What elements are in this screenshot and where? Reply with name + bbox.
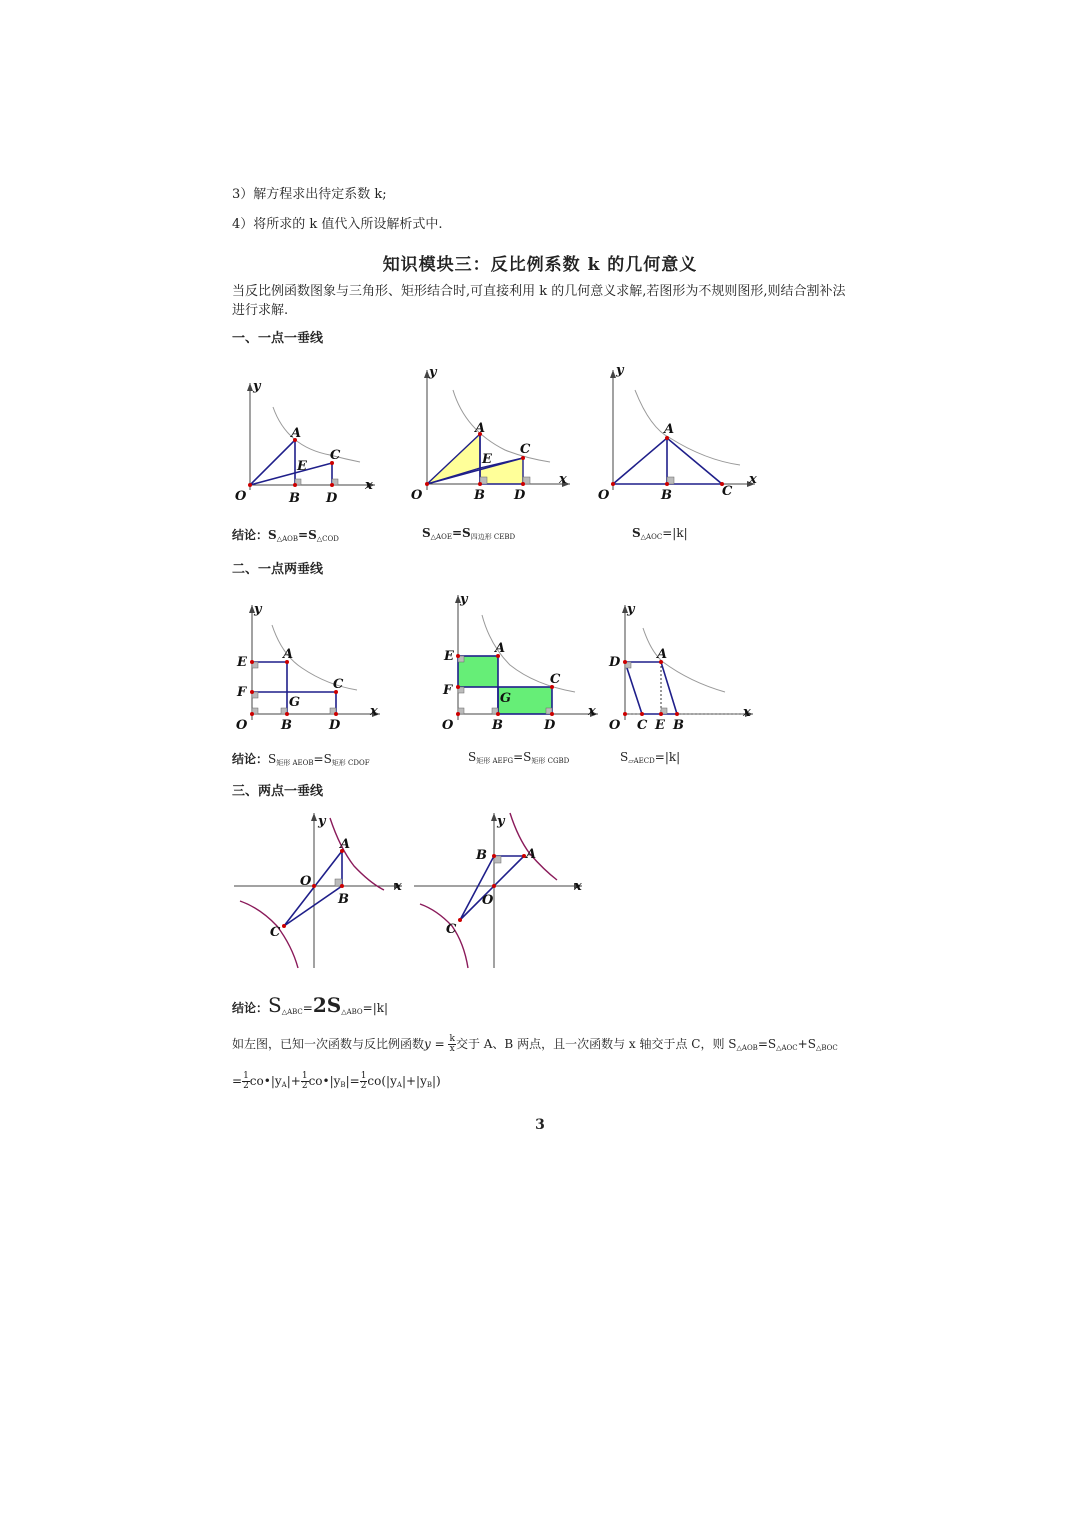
label-O: O xyxy=(598,488,610,503)
label-D: D xyxy=(544,718,556,733)
label-x: x xyxy=(370,704,378,719)
section-1-heading: 一、一点一垂线 xyxy=(232,331,324,346)
label-A: A xyxy=(526,847,537,862)
conclusion-2a: 结论：$S_{矩形 AEOB}=S_{矩形 CDOF}$ xyxy=(232,752,370,767)
figure-3a xyxy=(232,808,407,973)
page-number: 3 xyxy=(535,1117,545,1133)
intro-line-2: 进行求解. xyxy=(232,303,289,318)
label-x: x xyxy=(365,478,373,493)
label-F: F xyxy=(443,683,453,698)
label-D: D xyxy=(326,491,338,506)
label-D: D xyxy=(329,718,341,733)
label-G: G xyxy=(289,695,301,710)
figure-1a xyxy=(225,375,385,510)
explanation-line-2: = $\frac{1}{2}$ $co•|y_A|+$ $\frac{1}{2}$ $co•|y_B|=$ $\frac{1}{2}$ $co(|y_A|+|y_B|)$ xyxy=(232,1071,441,1091)
step-4-line: 4）将所求的 k 值代入所设解析式中. xyxy=(232,217,443,232)
label-C: C xyxy=(333,677,344,692)
label-A: A xyxy=(283,647,294,662)
conclusion-1a: 结论：$S_{\triangle AOB}=S_{\triangle COD}$ xyxy=(232,528,339,543)
conclusion-3: 结论：$S_{\triangle ABC}=2S_{\triangle ABO}=|k|$ xyxy=(232,993,389,1017)
section-2-heading: 二、一点两垂线 xyxy=(232,562,324,577)
label-y: y xyxy=(460,592,468,607)
conclusion-2c: $S_{▱AECD}=|k|$ xyxy=(620,750,681,765)
label-C: C xyxy=(637,718,648,733)
section-3-heading: 三、两点一垂线 xyxy=(232,784,324,799)
label-O: O xyxy=(609,718,621,733)
label-A: A xyxy=(475,421,486,436)
figure-3b xyxy=(412,808,587,973)
label-B: B xyxy=(673,718,684,733)
label-C: C xyxy=(722,484,733,499)
label-y: y xyxy=(616,363,624,378)
label-O: O xyxy=(300,874,312,889)
label-D: D xyxy=(514,488,526,503)
label-O: O xyxy=(442,718,454,733)
label-E: E xyxy=(297,459,307,474)
figure-2c xyxy=(605,600,755,735)
label-B: B xyxy=(476,848,487,863)
section-title: 知识模块三：反比例系数 k 的几何意义 xyxy=(382,255,698,275)
label-B: B xyxy=(474,488,485,503)
label-E: E xyxy=(237,655,247,670)
label-y: y xyxy=(497,814,505,829)
label-E: E xyxy=(482,452,492,467)
figure-1b xyxy=(405,360,585,510)
conclusion-2b: $S_{矩形 AEFG}=S_{矩形 CGBD}$ xyxy=(468,750,570,765)
conclusion-1b: $S_{\triangle AOE}=S_{四边形 CEBD}$ xyxy=(422,526,516,541)
label-B: B xyxy=(492,718,503,733)
label-y: y xyxy=(253,379,261,394)
label-D: D xyxy=(609,655,621,670)
label-B: B xyxy=(281,718,292,733)
conclusion-1c: $S_{\triangle AOC}=|k|$ xyxy=(632,526,688,541)
label-x: x xyxy=(394,879,402,894)
label-F: F xyxy=(237,685,247,700)
label-y: y xyxy=(318,814,326,829)
label-C: C xyxy=(550,672,561,687)
label-x: x xyxy=(574,879,582,894)
label-E: E xyxy=(655,718,665,733)
label-B: B xyxy=(338,892,349,907)
label-C: C xyxy=(446,922,457,937)
label-G: G xyxy=(500,691,512,706)
label-y: y xyxy=(627,602,635,617)
figure-1c xyxy=(595,360,765,510)
label-C: C xyxy=(520,442,531,457)
label-x: x xyxy=(559,472,567,487)
figure-2b xyxy=(440,590,605,735)
label-y: y xyxy=(429,365,437,380)
label-E: E xyxy=(444,649,454,664)
label-O: O xyxy=(482,893,494,908)
label-A: A xyxy=(664,422,675,437)
label-A: A xyxy=(340,837,351,852)
label-B: B xyxy=(289,491,300,506)
label-C: C xyxy=(330,448,341,463)
label-A: A xyxy=(495,641,506,656)
label-x: x xyxy=(749,472,757,487)
label-A: A xyxy=(291,426,302,441)
label-B: B xyxy=(661,488,672,503)
label-C: C xyxy=(270,925,281,940)
label-x: x xyxy=(588,704,596,719)
label-O: O xyxy=(411,488,423,503)
figure-2a xyxy=(232,600,387,735)
label-x: x xyxy=(743,705,751,720)
label-O: O xyxy=(236,718,248,733)
label-O: O xyxy=(235,489,247,504)
explanation-line-1: 如左图，已知一次函数与反比例函数y = $\frac{k}{x}$ 交于 A、B 两点，且一次函数与 x 轴交于点 C，则 $S_{\triangle AOB}=S_{\triangle AOC}+S_{\triangle BOC}$ xyxy=(232,1034,838,1054)
label-A: A xyxy=(657,647,668,662)
step-3-line: 3）解方程求出待定系数 k; xyxy=(232,187,387,202)
intro-line-1: 当反比例函数图象与三角形、矩形结合时,可直接利用 k 的几何意义求解,若图形为不规则图形,则结合割补法 xyxy=(232,284,846,299)
label-y: y xyxy=(254,602,262,617)
